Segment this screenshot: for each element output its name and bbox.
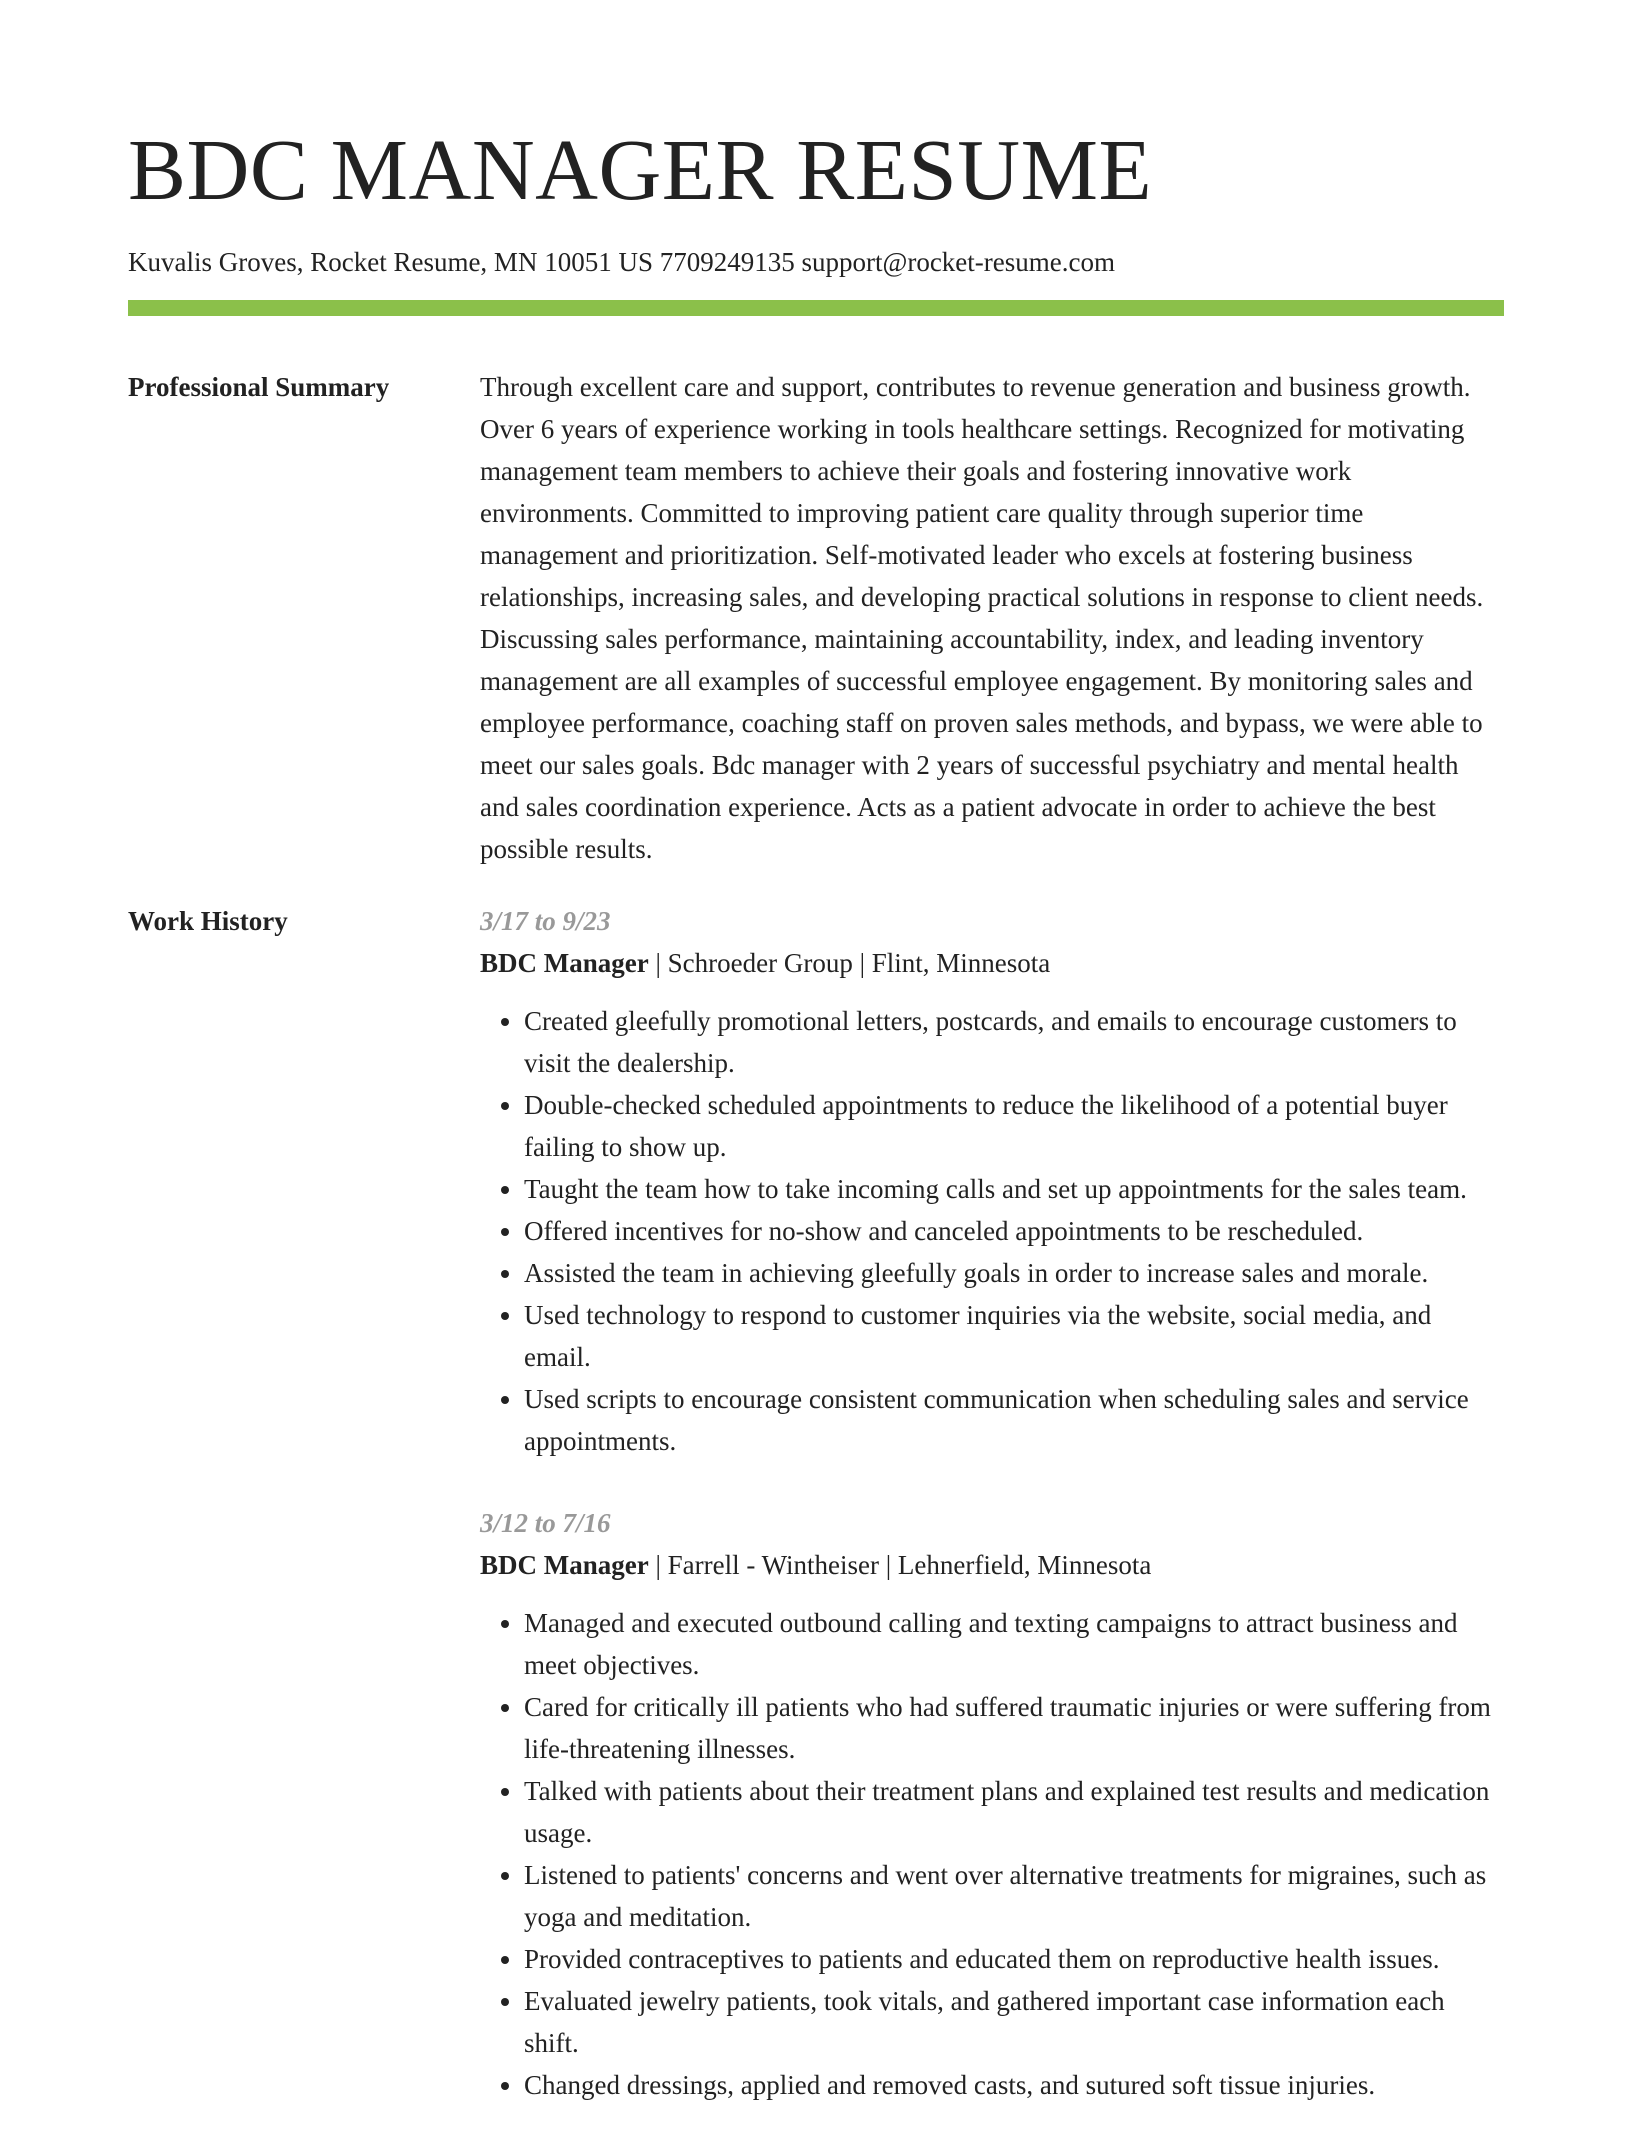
job-details: | Farrell - Wintheiser | Lehnerfield, Minnesota	[648, 1550, 1152, 1580]
accent-divider	[128, 300, 1504, 316]
job-bullet: • Listened to patients' concerns and went over alternative treatments for migraines, such as yoga and meditation.	[524, 1854, 1504, 1938]
job-bullet: • Used scripts to encourage consistent communication when scheduling sales and service appointments.	[524, 1378, 1504, 1462]
job-title-line	[480, 1544, 1504, 1586]
job-title-line	[480, 942, 1504, 984]
job-bullet: • Offered incentives for no-show and canceled appointments to be rescheduled.	[524, 1210, 1504, 1252]
job-bullet: • Created gleefully promotional letters, postcards, and emails to encourage customers to visit the dealership.	[524, 1000, 1504, 1084]
job-bullet: • Provided contraceptives to patients and educated them on reproductive health issues.	[524, 1938, 1504, 1980]
job-role: BDC Manager	[480, 1550, 649, 1580]
job-bullet: • Changed dressings, applied and removed casts, and sutured soft tissue injuries.	[524, 2064, 1504, 2106]
work-history-section	[128, 900, 1504, 2146]
job-dates: 3/17 to 9/23	[480, 906, 611, 936]
summary-text: Through excellent care and support, contributes to revenue generation and business growth. Over 6 years of experience working in tools healthcare settings. Recognized for motivating management team members to achieve their goals and fostering innovative work environments. Committed to improving patient care quality through superior time management and prioritization. Self-motivated leader who excels at fostering business relationships, increasing sales, and developing practical solutions in response to client needs. Discussing sales performance, maintaining accountability, index, and leading inventory management are all examples of successful employee engagement. By monitoring sales and employee performance, coaching staff on proven sales methods, and bypass, we were able to meet our sales goals. Bdc manager with 2 years of successful psychiatry and mental health and sales coordination experience. Acts as a patient advocate in order to achieve the best possible results.	[480, 372, 1484, 864]
job-dates: 3/12 to 7/16	[480, 1508, 611, 1538]
job-bullet: • Talked with patients about their treatment plans and explained test results and medication usage.	[524, 1770, 1504, 1854]
job-bullet-list	[480, 1602, 1504, 2106]
job-entry	[480, 1502, 1504, 2106]
work-history-body	[480, 900, 1504, 2146]
section-label-summary: Professional Summary	[128, 372, 390, 402]
resume-page	[128, 0, 1504, 2146]
job-bullet: • Evaluated jewelry patients, took vitals, and gathered important case information each shift.	[524, 1980, 1504, 2064]
summary-body	[480, 366, 1504, 870]
job-bullet: • Double-checked scheduled appointments to reduce the likelihood of a potential buyer failing to show up.	[524, 1084, 1504, 1168]
job-bullet: • Taught the team how to take incoming calls and set up appointments for the sales team.	[524, 1168, 1504, 1210]
section-label-work: Work History	[128, 906, 288, 936]
job-role: BDC Manager	[480, 948, 649, 978]
job-bullet-list	[480, 1000, 1504, 1462]
job-details: | Schroeder Group | Flint, Minnesota	[648, 948, 1051, 978]
job-bullet: • Assisted the team in achieving gleefully goals in order to increase sales and morale.	[524, 1252, 1504, 1294]
job-bullet: • Used technology to respond to customer inquiries via the website, social media, and email.	[524, 1294, 1504, 1378]
job-bullet: • Managed and executed outbound calling and texting campaigns to attract business and meet objectives.	[524, 1602, 1504, 1686]
resume-title: BDC MANAGER RESUME	[128, 121, 1153, 218]
job-entry	[480, 900, 1504, 1462]
contact-line: Kuvalis Groves, Rocket Resume, MN 10051 US 7709249135 support@rocket-resume.com	[128, 247, 1115, 277]
job-bullet: • Cared for critically ill patients who had suffered traumatic injuries or were suffering from life-threatening illnesses.	[524, 1686, 1504, 1770]
professional-summary-section	[128, 366, 1504, 870]
